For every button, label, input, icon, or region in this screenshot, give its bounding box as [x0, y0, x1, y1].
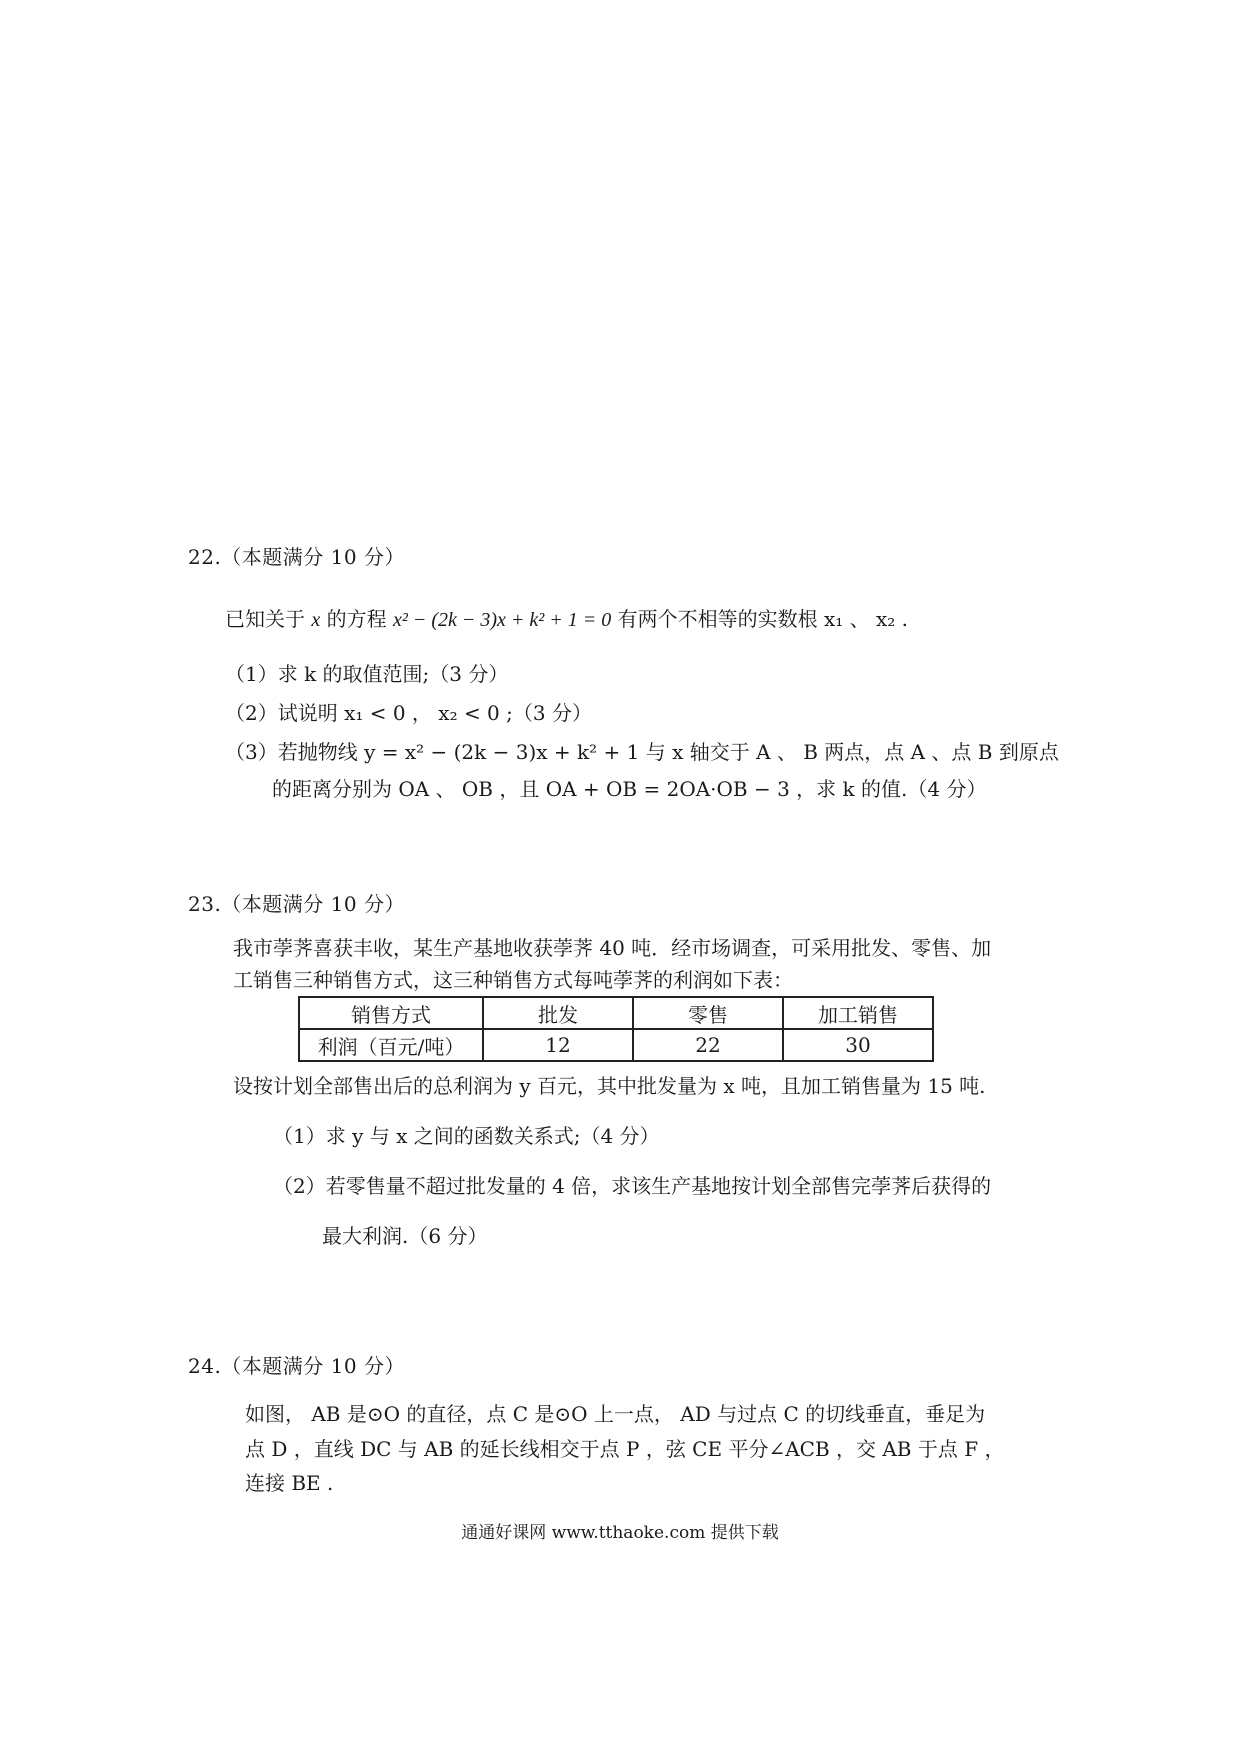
q22-stem — [225, 603, 908, 632]
q23-part2-line1: （2）若零售量不超过批发量的 4 倍，求该生产基地按计划全部售完荸荠后获得的 — [273, 1174, 992, 1198]
q22-part1: （1）求 k 的取值范围;（3 分） — [225, 662, 509, 686]
table-header-cell: 加工销售 — [783, 997, 933, 1029]
table-header-cell: 零售 — [633, 997, 783, 1029]
q23-part2-line2: 最大利润.（6 分） — [322, 1224, 488, 1248]
table-cell: 12 — [483, 1029, 633, 1061]
q22-header: 22.（本题满分 10 分） — [188, 545, 405, 569]
q23-after-table: 设按计划全部售出后的总利润为 y 百元，其中批发量为 x 吨，且加工销售量为 15 吨. — [233, 1074, 986, 1098]
q22-stem-c: 有两个不相等的实数根 x₁ 、 x₂ . — [611, 607, 909, 631]
table-cell: 22 — [633, 1029, 783, 1061]
q22-stem-a: 已知关于 — [225, 607, 312, 631]
q24-line1: 如图， AB 是⊙O 的直径，点 C 是⊙O 上一点， AD 与过点 C 的切线垂直，垂足为 — [245, 1402, 986, 1426]
profit-table-header-row — [299, 997, 933, 1029]
q23-part1: （1）求 y 与 x 之间的函数关系式;（4 分） — [273, 1124, 660, 1148]
q24-header: 24.（本题满分 10 分） — [188, 1354, 405, 1378]
q22-stem-b: 的方程 — [320, 607, 393, 631]
table-cell: 利润（百元/吨） — [299, 1029, 483, 1061]
profit-table — [298, 996, 934, 1062]
q22-part3-line2: 的距离分别为 OA 、 OB ，且 OA + OB = 2OA·OB − 3 ，求 k 的值.（4 分） — [272, 777, 987, 801]
q23-text-line2: 工销售三种销售方式，这三种销售方式每吨荸荠的利润如下表： — [233, 968, 793, 992]
page-footer: 通通好课网 www.tthaoke.com 提供下载 — [461, 1523, 779, 1543]
profit-table-row — [299, 1029, 933, 1061]
q23-header: 23.（本题满分 10 分） — [188, 892, 405, 916]
q22-part2: （2）试说明 x₁ < 0 ， x₂ < 0 ;（3 分） — [225, 701, 592, 725]
q22-part3-line1: （3）若抛物线 y = x² − (2k − 3)x + k² + 1 与 x 轴交于 A 、 B 两点，点 A 、点 B 到原点 — [225, 740, 1059, 764]
q23-text-line1: 我市荸荠喜获丰收，某生产基地收获荸荠 40 吨．经市场调查，可采用批发、零售、加 — [233, 936, 992, 960]
q24-line2: 点 D ，直线 DC 与 AB 的延长线相交于点 P ，弦 CE 平分∠ACB ，交 AB 于点 F ， — [245, 1437, 1005, 1461]
q24-line3: 连接 BE . — [245, 1471, 334, 1495]
table-header-cell: 批发 — [483, 997, 633, 1029]
table-header-cell: 销售方式 — [299, 997, 483, 1029]
q22-stem-equation: x² − (2k − 3)x + k² + 1 = 0 — [392, 609, 612, 631]
table-cell: 30 — [783, 1029, 933, 1061]
q22-stem-x: x — [311, 609, 321, 631]
